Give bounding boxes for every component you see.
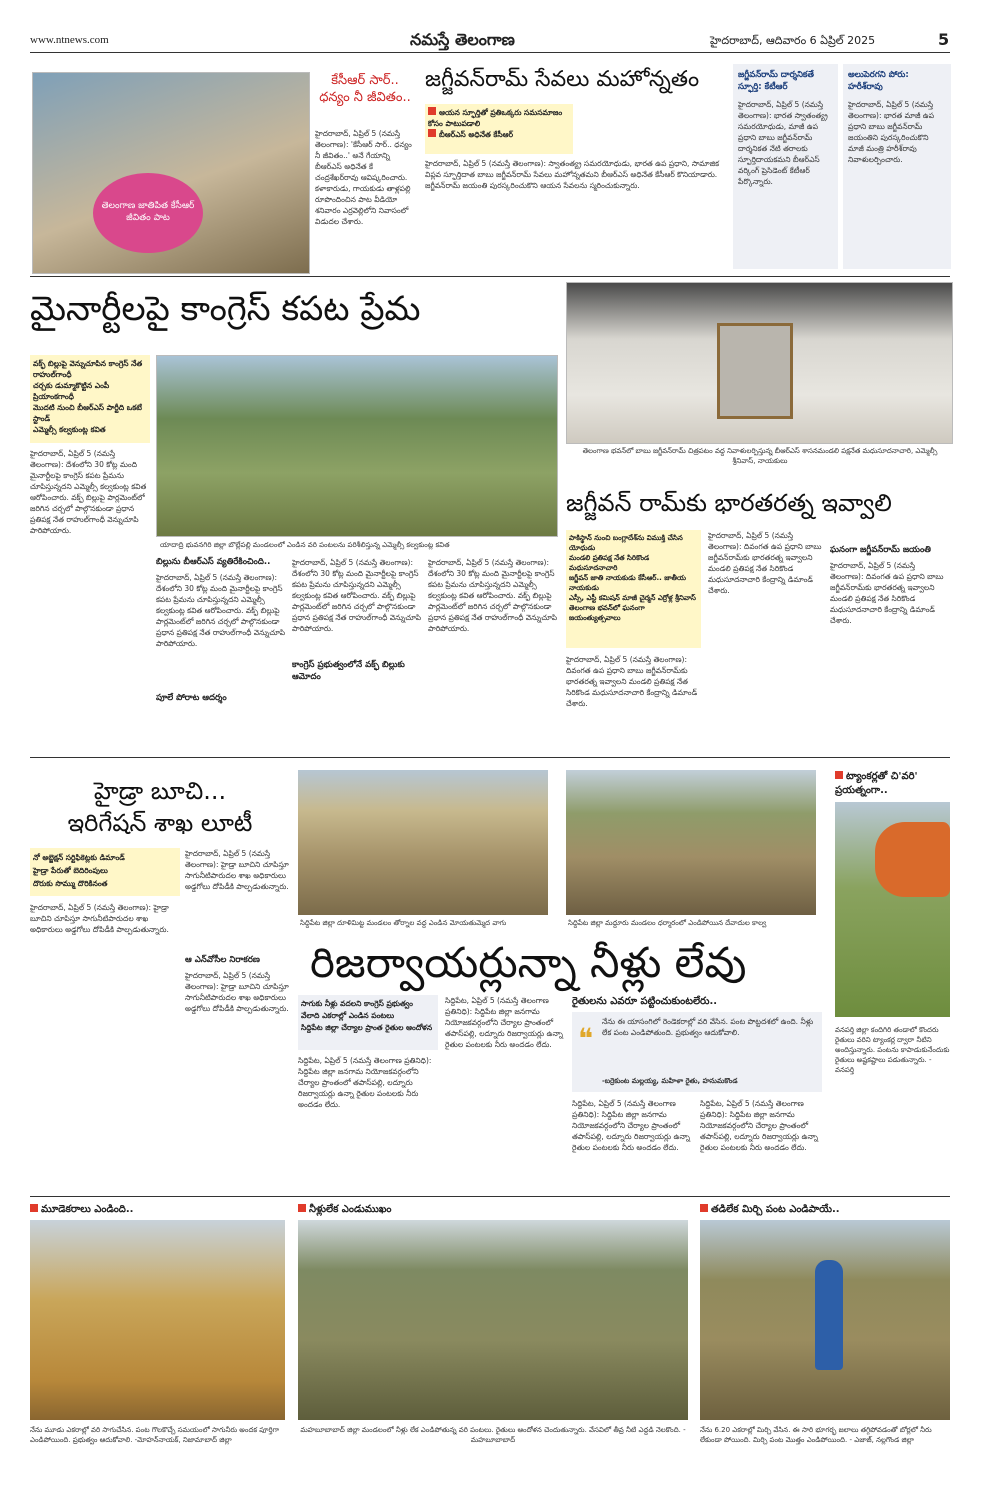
chilli-field-photo: [700, 1220, 950, 1420]
minority-body: హైదరాబాద్, ఏప్రిల్ 5 (నమస్తే తెలంగాణ): దేశంలోని 30 కోట్ల మంది మైనార్టీలపై కాంగ్రెస్ కపట ప్రేమను చూపిస్తున్నదని ఎమ్మెల్సీ కల్వకుంట్ల కవిత ఆరోపించారు. వక్ఫ్ బిల్లుపై పార్లమెంట్‌లో జరిగిన చర్చలో పాల్గొనకుండా ప్రధాన ప్రతిపక్ష నేత రాహుల్‌గాంధీ వెన్నుచూపి పారిపోయారు.: [30, 449, 147, 535]
bottom-col2-caption: మహబూబాబాద్ జిల్లా మండలంలో నీళ్లు లేక ఎండిపోతున్న వరి పంటలు. రైతులు ఆందోళన చెందుతున్నారు. వేసవిలో తీవ్ర నీటి ఎద్దడి నెలకొంది. - మహబూబాబాద్: [300, 1426, 686, 1444]
kavitha-field-photo: [156, 355, 558, 537]
br-body-1: హైదరాబాద్, ఏప్రిల్ 5 (నమస్తే తెలంగాణ): దివంగత ఉప ప్రధాని బాబు జగ్జీవన్‌రామ్‌కు భారతరత్న ఇవ్వాలని మండలి ప్రతిపక్ష నేత సిరికొండ మధుసూదనాచారి కేంద్రాన్ని డిమాండ్ చేశారు.: [566, 655, 698, 708]
tribute-caption: తెలంగాణ భవన్‌లో బాబు జగ్జీవన్‌రామ్ చిత్రపటం వద్ద నివాళులర్పిస్తున్న బీఆర్‌ఎస్ శాసనమండలి పక్షనేత మధుసూదనాచారి, ఎమ్మెల్సీ శ్రీనివాస్, నాయకులు: [582, 447, 938, 465]
minority-headline: మైనార్టీలపై కాంగ్రెస్ కపట ప్రేమ: [30, 289, 421, 329]
jagjivan-bullets: [425, 104, 573, 154]
hydra-bullet-3: దొరుకు సొమ్ము దొరికినంత: [33, 879, 108, 888]
minority-col-2: హైదరాబాద్, ఏప్రిల్ 5 (నమస్తే తెలంగాణ): దేశంలోని 30 కోట్ల మంది మైనార్టీలపై కాంగ్రెస్ కపట ప్రేమను చూపిస్తున్నదని ఎమ్మెల్సీ కల్వకుంట్ల కవిత ఆరోపించారు. వక్ఫ్ బిల్లుపై పార్లమెంట్‌లో జరిగిన చర్చలో పాల్గొనకుండా ప్రధాన ప్రతిపక్ష నేత రాహుల్‌గాంధీ వెన్నుచూపి పారిపోయారు.: [156, 573, 286, 648]
tanker-vehicle: [875, 822, 950, 897]
hydra-headline-line1: హైడ్రా బూచి...: [93, 777, 227, 805]
reservoir-bullets: [298, 995, 438, 1050]
br-body-3: హైదరాబాద్, ఏప్రిల్ 5 (నమస్తే తెలంగాణ): దివంగత ఉప ప్రధాని బాబు జగ్జీవన్‌రామ్‌కు భారతరత్న ఇవ్వాలని మండలి ప్రతిపక్ష నేత సిరికొండ మధుసూదనాచారి కేంద్రాన్ని డిమాండ్ చేశారు.: [830, 561, 944, 625]
site-url[interactable]: www.ntnews.com: [30, 34, 109, 46]
minority-col-3: హైదరాబాద్, ఏప్రిల్ 5 (నమస్తే తెలంగాణ): దేశంలోని 30 కోట్ల మంది మైనార్టీలపై కాంగ్రెస్ కపట ప్రేమను చూపిస్తున్నదని ఎమ్మెల్సీ కల్వకుంట్ల కవిత ఆరోపించారు. వక్ఫ్ బిల్లుపై పార్లమెంట్‌లో జరిగిన చర్చలో పాల్గొనకుండా ప్రధాన ప్రతిపక్ష నేత రాహుల్‌గాంధీ వెన్నుచూపి పారిపోయారు.: [292, 558, 422, 633]
kcr-song-photo: [32, 72, 310, 274]
hydra-headline: [30, 775, 290, 839]
ktr-box-title: జగ్జీవన్‌రామ్ దార్శనికతే స్ఫూర్తి: కేటీఆర్: [738, 70, 814, 92]
harish-box-title: అలుపెరగని పోరు: హరీశ్‌రావు: [848, 70, 909, 92]
dry-canal-caption: సిద్దిపేట జిల్లా మద్దూరు మండలం ధర్మారంలో ఎండిపోయిన దేవాదుల కాల్వ: [568, 919, 767, 927]
hydra-bullets: [30, 848, 180, 896]
br-bullet-2: మండలి ప్రతిపక్ష నేత సిరికొండ మధుసూదనాచారి: [569, 554, 650, 572]
bottom-col1-title: మూడెకరాలు ఎండింది..: [30, 1203, 285, 1217]
kavitha-photo-caption: యాదాద్రి భువనగిరి జిల్లా బొల్లేపల్లి మండలంలో ఎండిన వరి పంటలను పరిశీలిస్తున్న ఎమ్మెల్సీ కల్వకుంట్ల కవిత: [160, 541, 450, 549]
br-bullet-4: ఎస్సీ, ఎస్టీ కమిషన్ మాజీ చైర్మన్ ఎర్రోళ్ల శ్రీనివాస్: [569, 594, 696, 602]
reservoir-body-1: సిద్దిపేట, ఏప్రిల్ 5 (నమస్తే తెలంగాణ ప్రతినిధి): సిద్దిపేట జిల్లా జనగామ నియోజకవర్గంలోని చేర్యాల ప్రాంతంలో తపాస్‌పల్లి, లద్నూరు రిజర్వాయర్లు ఉన్నా రైతుల పంటలకు నీరు అందడం లేదు.: [298, 1056, 432, 1109]
hydra-body-1: హైదరాబాద్, ఏప్రిల్ 5 (నమస్తే తెలంగాణ): హైడ్రా బూచిని చూపిస్తూ సాగునీటిపారుదల శాఖ అధికారులు అడ్డగోలు దోపిడీకి పాల్పడుతున్నారు.: [30, 903, 169, 934]
harish-box-body: హైదరాబాద్, ఏప్రిల్ 5 (నమస్తే తెలంగాణ): భారత మాజీ ఉప ప్రధాని బాబు జగ్జీవన్‌రామ్ జయంతిని పురస్కరించుకొని మాజీ మంత్రి హరీశ్‌రావు నివాళులర్పించారు.: [848, 100, 935, 164]
section-rule-2: [30, 757, 950, 758]
hydra-headline-line2: ఇరిగేషన్ శాఖ లూటీ: [67, 809, 253, 837]
hydra-sub: ఆ ఎన్‌వోసీల నిరాకరణ: [185, 955, 260, 965]
minority-bullet-2: చర్చకు డుమ్మాకొట్టిన ఎంపీ ప్రియాంకగాంధీ: [33, 381, 110, 401]
song-poster: తెలంగాణ జాతిపిత కేసీఆర్ జీవితం పాట: [93, 173, 203, 253]
masthead: నమస్తే తెలంగాణ: [410, 30, 515, 49]
tanker-caption: వనపర్తి జిల్లా కందిగిరి తండాలో కొందరు రైతులు వరిని ట్యాంకర్ల ద్వారా నీటిని అందిస్తున్నారు. పంటను కాపాడుకునేందుకు రైతులు అష్టకష్టాలు పడుతున్నారు. - వనపర్తి: [835, 1026, 950, 1074]
bullet-icon: [428, 107, 436, 115]
dry-stream-photo: [298, 770, 548, 915]
ktr-box-body: హైదరాబాద్, ఏప్రిల్ 5 (నమస్తే తెలంగాణ): భారత స్వాతంత్య్ర సమరయోధుడు, మాజీ ఉప ప్రధాని బాబు జగ్జీవన్‌రామ్ దార్శనికత నేటి తరాలకు స్ఫూర్తిదాయకమని బీఆర్‌ఎస్ వర్కింగ్ ప్రెసిడెంట్ కేటీఆర్ పేర్కొన్నారు.: [738, 100, 828, 186]
bullet-icon: [700, 1204, 708, 1212]
header-rule: [30, 52, 950, 53]
section-rule-1: [30, 276, 950, 277]
bottom-col3-title: తడిలేక మిర్చి పంట ఎండిపాయే..: [700, 1203, 950, 1217]
bullet-icon: [835, 771, 843, 779]
bullet-icon: [428, 129, 436, 137]
quote-text: నేను ఈ యాసంగిలో రెండెకరాల్లో వరి వేసిన. పంట పొట్టదశలో ఉంది. నీళ్లు లేక పంట ఎండిపోతుంది. ప్రభుత్వం ఆదుకోవాలి.: [602, 1017, 814, 1037]
minority-sub-1: బిల్లును బీఆర్‌ఎస్ వ్యతిరేకించింది..: [156, 557, 271, 567]
dateline: హైదరాబాద్, ఆదివారం 6 ఏప్రిల్ 2025: [710, 34, 876, 47]
minority-sub-2: పూలే పోరాట ఆదర్శం: [156, 693, 227, 703]
bullet-icon: [30, 1204, 38, 1212]
br-sub: ఘనంగా జగ్జీవన్‌రామ్ జయంతి: [830, 545, 931, 555]
minority-bullet-4: ఎమ్మెల్సీ కల్వకుంట్ల కవిత: [33, 425, 106, 434]
tribute-photo: [566, 282, 953, 444]
dry-stream-caption: సిద్దిపేట జిల్లా దూళిమిట్ట మండలం తోర్నాల వద్ద ఎండిన మోయతుమ్మెద వాగు: [300, 919, 507, 927]
minority-col-4: హైదరాబాద్, ఏప్రిల్ 5 (నమస్తే తెలంగాణ): దేశంలోని 30 కోట్ల మంది మైనార్టీలపై కాంగ్రెస్ కపట ప్రేమను చూపిస్తున్నదని ఎమ్మెల్సీ కల్వకుంట్ల కవిత ఆరోపించారు. వక్ఫ్ బిల్లుపై పార్లమెంట్‌లో జరిగిన చర్చలో పాల్గొనకుండా ప్రధాన ప్రతిపక్ష నేత రాహుల్‌గాంధీ వెన్నుచూపి పారిపోయారు.: [428, 558, 558, 633]
jagjivan-bullet-1: ఆయన స్ఫూర్తితో ప్రతిఒక్కరు సమసమాజం కోసం పాటుపడాలి: [428, 108, 563, 128]
tanker-title: ట్యాంకర్లతో చి'వరి' ప్రయత్నంగా..: [835, 771, 918, 796]
reservoir-body-2: సిద్దిపేట, ఏప్రిల్ 5 (నమస్తే తెలంగాణ ప్రతినిధి): సిద్దిపేట జిల్లా జనగామ నియోజకవర్గంలోని చేర్యాల ప్రాంతంలో తపాస్‌పల్లి, లద్నూరు రిజర్వాయర్లు ఉన్నా రైతుల పంటలకు నీరు అందడం లేదు.: [445, 996, 563, 1049]
page-number: 5: [938, 30, 950, 49]
bottom-col3-caption: నేను 6.20 ఎకరాల్లో మిర్చి వేసిన. ఈ సారి భూగర్భ జలాలు తగ్గిపోవడంతో బోర్లలో నీరు లేకుండా పోయింది. మిర్చి పంట మొత్తం ఎండిపోయింది. - ఎజాజ్, నల్లగొండ జిల్లా: [700, 1426, 932, 1444]
minority-bullet-3: మొదటి నుంచి బీఆర్‌ఎస్ పార్టీది ఒకటే స్టాండ్: [33, 403, 142, 423]
res-bullet-1: సాగుకు నీళ్లు వదలని కాంగ్రెస్ ప్రభుత్వం: [301, 999, 413, 1008]
portrait-frame: [717, 323, 793, 419]
hydra-body-2: హైదరాబాద్, ఏప్రిల్ 5 (నమస్తే తెలంగాణ): హైడ్రా బూచిని చూపిస్తూ సాగునీటిపారుదల శాఖ అధికారులు అడ్డగోలు దోపిడీకి పాల్పడుతున్నారు.: [185, 849, 289, 891]
minority-sub-3: కాంగ్రెస్ ప్రభుత్వంలోనే వక్ఫ్ బిల్లుకు ఆమోదం: [292, 660, 405, 682]
br-body-2: హైదరాబాద్, ఏప్రిల్ 5 (నమస్తే తెలంగాణ): దివంగత ఉప ప్రధాని బాబు జగ్జీవన్‌రామ్‌కు భారతరత్న ఇవ్వాలని మండలి ప్రతిపక్ష నేత సిరికొండ మధుసూదనాచారి కేంద్రాన్ని డిమాండ్ చేశారు.: [708, 531, 822, 595]
dry-canal-photo: [566, 770, 816, 915]
hydra-bullet-1: నో అబ్జెక్షన్ సర్టిఫికెట్లకు డిమాండ్: [33, 853, 125, 862]
bottom-col1-caption: నేను మూడు ఎకరాల్లో వరి సాగుచేసిన. పంట గొలకొచ్చే సమయంలో సాగునీరు అందక పూర్తిగా ఎండిపోయింది. ప్రభుత్వం ఆదుకోవాలి. -మోహన్‌నాయక్, నిజామాబాద్ జిల్లా: [30, 1426, 280, 1444]
bharat-ratna-bullets: [566, 530, 701, 648]
jagjivan-headline: జగ్జీవన్‌రామ్ సేవలు మహోన్నతం: [425, 67, 700, 92]
kcr-song-body: హైదరాబాద్, ఏప్రిల్ 5 (నమస్తే తెలంగాణ): 'కేసీఆర్ సార్.. ధన్యం నీ జీవితం..' అనే గేయాన్ని బీఆర్‌ఎస్ అధినేత కే చంద్రశేఖర్‌రావు ఆవిష్కరించారు. కళాకారుడు, గాయకుడు తాళ్లపల్లి రూపొందించిన పాట వీడియో శనివారం ఎర్రవెల్లిలోని నివాసంలో విడుదల చేశారు.: [315, 129, 412, 226]
wheat-field-photo: [30, 1220, 285, 1420]
br-bullet-3: జగ్జీవన్ జాతి నాయకుడు కేసీఆర్.. జాతీయ నాయకుడు: [569, 574, 687, 592]
tanker-photo: [835, 802, 950, 1017]
br-bullet-5: తెలంగాణ భవన్‌లో ఘనంగా జయంత్యుత్సవాలు: [569, 604, 645, 622]
hydra-body-3: హైదరాబాద్, ఏప్రిల్ 5 (నమస్తే తెలంగాణ): హైడ్రా బూచిని చూపిస్తూ సాగునీటిపారుదల శాఖ అధికారులు అడ్డగోలు దోపిడీకి పాల్పడుతున్నారు.: [185, 971, 289, 1013]
res-bullet-3: సిద్దిపేట జిల్లా చేర్యాల ప్రాంత రైతుల ఆందోళన: [301, 1023, 433, 1032]
farmer-figure: [815, 1260, 843, 1370]
reservoir-headline: రిజర్వాయర్లున్నా నీళ్లు లేవు: [310, 938, 747, 987]
res-bullet-2: వేలాది ఎకరాల్లో ఎండిన పంటలు: [301, 1011, 395, 1020]
jagjivan-body: హైదరాబాద్, ఏప్రిల్ 5 (నమస్తే తెలంగాణ): స్వాతంత్య్ర సమరయోధుడు, భారత ఉప ప్రధాని, సామాజిక విప్లవ స్ఫూర్తిదాత బాబు జగ్జీవన్‌రామ్ సేవలు మహోన్నతమని బీఆర్‌ఎస్ అధినేత కేసీఆర్ కొనియాడారు. జగ్జీవన్‌రామ్ జయంతి పురస్కరించుకొని ఆయన సేవలను స్మరించుకున్నారు.: [425, 159, 720, 190]
reservoir-body-3: సిద్దిపేట, ఏప్రిల్ 5 (నమస్తే తెలంగాణ ప్రతినిధి): సిద్దిపేట జిల్లా జనగామ నియోజకవర్గంలోని చేర్యాల ప్రాంతంలో తపాస్‌పల్లి, లద్నూరు రిజర్వాయర్లు ఉన్నా రైతుల పంటలకు నీరు అందడం లేదు.: [572, 1099, 690, 1152]
reservoir-body-4: సిద్దిపేట, ఏప్రిల్ 5 (నమస్తే తెలంగాణ ప్రతినిధి): సిద్దిపేట జిల్లా జనగామ నియోజకవర్గంలోని చేర్యాల ప్రాంతంలో తపాస్‌పల్లి, లద్నూరు రిజర్వాయర్లు ఉన్నా రైతుల పంటలకు నీరు అందడం లేదు.: [700, 1099, 818, 1152]
br-bullet-1: పాకిస్థాన్ నుంచి బంగ్లాదేశ్‌ను విముక్తి చేసిన యోధుడు: [569, 534, 683, 552]
kcr-song-title: కేసీఆర్ సార్.. ధన్యం నీ జీవితం..: [319, 73, 411, 105]
quote-title: రైతులను ఎవరూ పట్టించుకుంటలేరు..: [572, 996, 718, 1007]
quote-icon: ❝: [578, 1022, 594, 1055]
bottom-col2-title: నీళ్లులేక ఎండుముఖం: [298, 1203, 688, 1217]
harish-box: [843, 64, 951, 269]
section-rule-3: [30, 1196, 950, 1197]
bullet-icon: [298, 1204, 306, 1212]
ktr-box: [733, 64, 838, 269]
bharat-ratna-headline: జగ్జీవన్ రామ్‌కు భారతరత్న ఇవ్వాలి: [566, 489, 892, 517]
quote-box: [572, 1012, 822, 1092]
quote-attribution: -బర్రెకుంట మల్లయ్య, మహిళా రైతు, హనుమకొండ: [602, 1077, 738, 1085]
hydra-bullet-2: హైడ్రా పేరుతో బెదిరింపులు: [33, 866, 108, 875]
dry-paddy-photo: [298, 1220, 688, 1420]
minority-bullet-1: వక్ఫ్ బిల్లుపై వెన్నుచూపిన కాంగ్రెస్ నేత రాహుల్‌గాంధీ: [33, 359, 143, 379]
jagjivan-bullet-2: బీఆర్‌ఎస్ అధినేత కేసీఆర్: [428, 129, 570, 140]
minority-bullets: [30, 355, 150, 443]
